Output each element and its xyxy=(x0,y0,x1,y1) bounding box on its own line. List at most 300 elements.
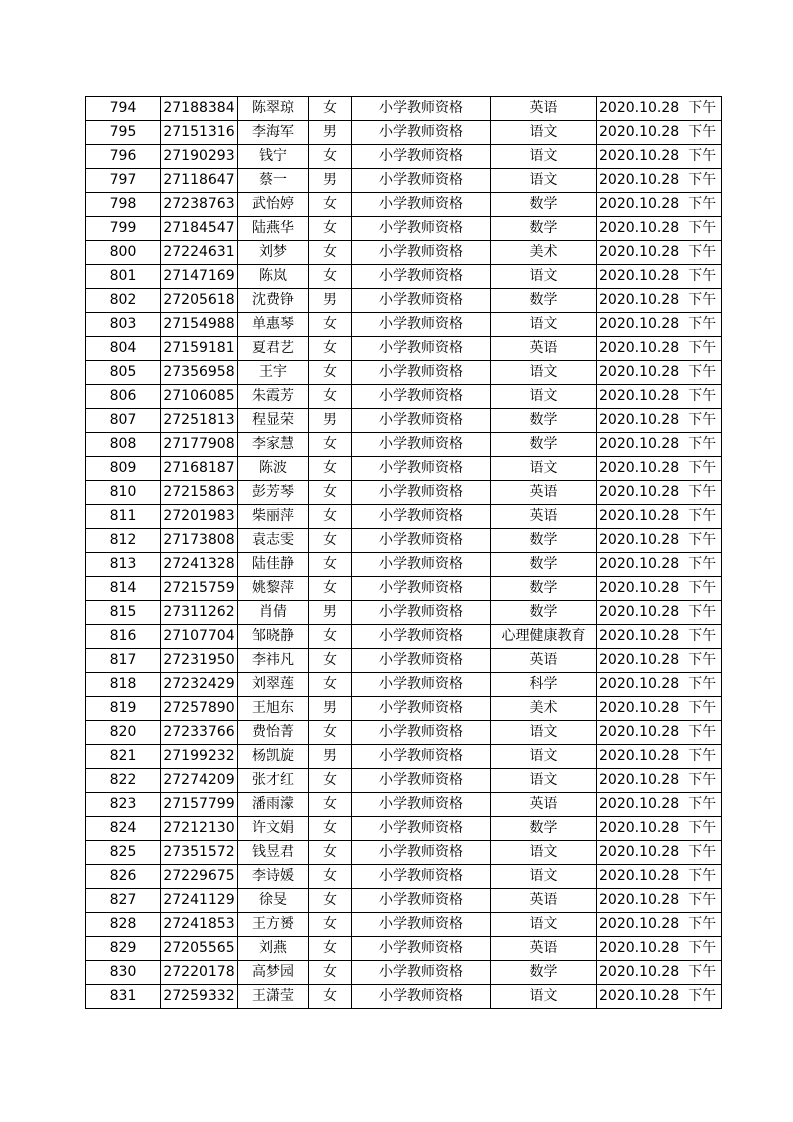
exam-date: 2020.10.28 xyxy=(599,124,680,140)
seq-number-cell: 820 xyxy=(86,721,161,745)
seq-number-cell: 802 xyxy=(86,289,161,313)
exam-time-cell xyxy=(597,865,722,889)
exam-date: 2020.10.28 xyxy=(599,700,680,716)
table-row xyxy=(86,529,722,553)
table-row xyxy=(86,121,722,145)
name-cell: 许文娟 xyxy=(238,817,309,841)
exam-time-cell xyxy=(597,721,722,745)
exam-date: 2020.10.28 xyxy=(599,172,680,188)
gender-cell: 女 xyxy=(309,385,352,409)
gender-cell: 女 xyxy=(309,265,352,289)
exam-category-cell: 小学教师资格 xyxy=(352,865,491,889)
exam-date: 2020.10.28 xyxy=(599,292,680,308)
exam-time-cell xyxy=(597,433,722,457)
exam-time-cell xyxy=(597,409,722,433)
admission-number-cell: 27151316 xyxy=(161,121,238,145)
gender-cell: 女 xyxy=(309,145,352,169)
name-cell: 姚黎萍 xyxy=(238,577,309,601)
seq-number-cell: 816 xyxy=(86,625,161,649)
gender-cell: 女 xyxy=(309,913,352,937)
gender-cell: 女 xyxy=(309,673,352,697)
exam-session: 下午 xyxy=(688,604,717,620)
exam-category-cell: 小学教师资格 xyxy=(352,913,491,937)
exam-category-cell: 小学教师资格 xyxy=(352,985,491,1009)
name-cell: 费怡菁 xyxy=(238,721,309,745)
admission-number-cell: 27251813 xyxy=(161,409,238,433)
name-cell: 陈岚 xyxy=(238,265,309,289)
exam-time-cell xyxy=(597,769,722,793)
exam-category-cell: 小学教师资格 xyxy=(352,193,491,217)
exam-category-cell: 小学教师资格 xyxy=(352,673,491,697)
exam-session: 下午 xyxy=(688,124,717,140)
seq-number-cell: 797 xyxy=(86,169,161,193)
exam-time-cell xyxy=(597,169,722,193)
gender-cell: 女 xyxy=(309,865,352,889)
name-cell: 朱霞芳 xyxy=(238,385,309,409)
exam-date: 2020.10.28 xyxy=(599,196,680,212)
subject-cell: 英语 xyxy=(491,97,597,121)
admission-number-cell: 27215863 xyxy=(161,481,238,505)
exam-session: 下午 xyxy=(688,340,717,356)
gender-cell: 女 xyxy=(309,313,352,337)
table-row xyxy=(86,505,722,529)
table-row xyxy=(86,817,722,841)
exam-date: 2020.10.28 xyxy=(599,844,680,860)
exam-session: 下午 xyxy=(688,700,717,716)
gender-cell: 女 xyxy=(309,361,352,385)
seq-number-cell: 809 xyxy=(86,457,161,481)
table-row xyxy=(86,985,722,1009)
exam-session: 下午 xyxy=(688,460,717,476)
exam-session: 下午 xyxy=(688,316,717,332)
admission-number-cell: 27188384 xyxy=(161,97,238,121)
table-row xyxy=(86,721,722,745)
exam-category-cell: 小学教师资格 xyxy=(352,145,491,169)
subject-cell: 语文 xyxy=(491,361,597,385)
exam-category-cell: 小学教师资格 xyxy=(352,265,491,289)
subject-cell: 数学 xyxy=(491,553,597,577)
seq-number-cell: 807 xyxy=(86,409,161,433)
subject-cell: 英语 xyxy=(491,649,597,673)
exam-time-cell xyxy=(597,577,722,601)
subject-cell: 语文 xyxy=(491,265,597,289)
seq-number-cell: 804 xyxy=(86,337,161,361)
gender-cell: 女 xyxy=(309,241,352,265)
roster-body xyxy=(86,97,722,1009)
gender-cell: 男 xyxy=(309,409,352,433)
admission-number-cell: 27205618 xyxy=(161,289,238,313)
admission-number-cell: 27118647 xyxy=(161,169,238,193)
gender-cell: 女 xyxy=(309,457,352,481)
exam-time-cell xyxy=(597,457,722,481)
subject-cell: 语文 xyxy=(491,769,597,793)
exam-time-cell xyxy=(597,625,722,649)
exam-time-cell xyxy=(597,529,722,553)
name-cell: 王潇莹 xyxy=(238,985,309,1009)
table-row xyxy=(86,433,722,457)
admission-number-cell: 27241853 xyxy=(161,913,238,937)
exam-date: 2020.10.28 xyxy=(599,748,680,764)
seq-number-cell: 795 xyxy=(86,121,161,145)
exam-time-cell xyxy=(597,121,722,145)
gender-cell: 男 xyxy=(309,289,352,313)
subject-cell: 数学 xyxy=(491,601,597,625)
subject-cell: 数学 xyxy=(491,217,597,241)
seq-number-cell: 818 xyxy=(86,673,161,697)
admission-number-cell: 27159181 xyxy=(161,337,238,361)
admission-number-cell: 27232429 xyxy=(161,673,238,697)
table-row xyxy=(86,481,722,505)
name-cell: 王方赟 xyxy=(238,913,309,937)
exam-category-cell: 小学教师资格 xyxy=(352,793,491,817)
table-row xyxy=(86,673,722,697)
exam-session: 下午 xyxy=(688,220,717,236)
exam-session: 下午 xyxy=(688,796,717,812)
exam-session: 下午 xyxy=(688,268,717,284)
admission-number-cell: 27173808 xyxy=(161,529,238,553)
exam-session: 下午 xyxy=(688,364,717,380)
subject-cell: 语文 xyxy=(491,721,597,745)
gender-cell: 男 xyxy=(309,745,352,769)
exam-date: 2020.10.28 xyxy=(599,220,680,236)
exam-date: 2020.10.28 xyxy=(599,460,680,476)
table-row xyxy=(86,409,722,433)
table-row xyxy=(86,217,722,241)
gender-cell: 女 xyxy=(309,937,352,961)
admission-number-cell: 27157799 xyxy=(161,793,238,817)
exam-session: 下午 xyxy=(688,412,717,428)
exam-time-cell xyxy=(597,553,722,577)
exam-category-cell: 小学教师资格 xyxy=(352,457,491,481)
gender-cell: 女 xyxy=(309,817,352,841)
admission-number-cell: 27220178 xyxy=(161,961,238,985)
name-cell: 王宇 xyxy=(238,361,309,385)
admission-number-cell: 27201983 xyxy=(161,505,238,529)
exam-category-cell: 小学教师资格 xyxy=(352,169,491,193)
gender-cell: 女 xyxy=(309,577,352,601)
seq-number-cell: 803 xyxy=(86,313,161,337)
exam-time-cell xyxy=(597,505,722,529)
subject-cell: 英语 xyxy=(491,481,597,505)
admission-number-cell: 27351572 xyxy=(161,841,238,865)
admission-number-cell: 27241328 xyxy=(161,553,238,577)
subject-cell: 语文 xyxy=(491,145,597,169)
subject-cell: 语文 xyxy=(491,913,597,937)
exam-date: 2020.10.28 xyxy=(599,508,680,524)
subject-cell: 语文 xyxy=(491,313,597,337)
exam-date: 2020.10.28 xyxy=(599,580,680,596)
exam-date: 2020.10.28 xyxy=(599,556,680,572)
exam-date: 2020.10.28 xyxy=(599,940,680,956)
gender-cell: 男 xyxy=(309,697,352,721)
subject-cell: 语文 xyxy=(491,457,597,481)
exam-session: 下午 xyxy=(688,844,717,860)
subject-cell: 心理健康教育 xyxy=(491,625,597,649)
exam-session: 下午 xyxy=(688,556,717,572)
subject-cell: 语文 xyxy=(491,385,597,409)
seq-number-cell: 808 xyxy=(86,433,161,457)
table-row xyxy=(86,625,722,649)
exam-date: 2020.10.28 xyxy=(599,820,680,836)
admission-number-cell: 27229675 xyxy=(161,865,238,889)
exam-category-cell: 小学教师资格 xyxy=(352,433,491,457)
exam-category-cell: 小学教师资格 xyxy=(352,409,491,433)
gender-cell: 女 xyxy=(309,769,352,793)
seq-number-cell: 799 xyxy=(86,217,161,241)
seq-number-cell: 827 xyxy=(86,889,161,913)
table-row xyxy=(86,961,722,985)
admission-number-cell: 27224631 xyxy=(161,241,238,265)
name-cell: 肖倩 xyxy=(238,601,309,625)
table-row xyxy=(86,313,722,337)
admission-number-cell: 27154988 xyxy=(161,313,238,337)
admission-number-cell: 27215759 xyxy=(161,577,238,601)
gender-cell: 女 xyxy=(309,529,352,553)
table-row xyxy=(86,289,722,313)
gender-cell: 男 xyxy=(309,121,352,145)
subject-cell: 数学 xyxy=(491,433,597,457)
exam-time-cell xyxy=(597,361,722,385)
exam-date: 2020.10.28 xyxy=(599,532,680,548)
exam-category-cell: 小学教师资格 xyxy=(352,313,491,337)
exam-session: 下午 xyxy=(688,652,717,668)
exam-category-cell: 小学教师资格 xyxy=(352,97,491,121)
exam-session: 下午 xyxy=(688,940,717,956)
name-cell: 柴丽萍 xyxy=(238,505,309,529)
seq-number-cell: 796 xyxy=(86,145,161,169)
exam-session: 下午 xyxy=(688,388,717,404)
seq-number-cell: 817 xyxy=(86,649,161,673)
name-cell: 单惠琴 xyxy=(238,313,309,337)
subject-cell: 语文 xyxy=(491,841,597,865)
exam-time-cell xyxy=(597,385,722,409)
subject-cell: 英语 xyxy=(491,889,597,913)
admission-number-cell: 27311262 xyxy=(161,601,238,625)
exam-category-cell: 小学教师资格 xyxy=(352,625,491,649)
subject-cell: 语文 xyxy=(491,865,597,889)
table-row xyxy=(86,913,722,937)
name-cell: 杨凯旋 xyxy=(238,745,309,769)
table-row xyxy=(86,649,722,673)
exam-category-cell: 小学教师资格 xyxy=(352,937,491,961)
seq-number-cell: 801 xyxy=(86,265,161,289)
exam-time-cell xyxy=(597,697,722,721)
exam-time-cell xyxy=(597,913,722,937)
admission-number-cell: 27356958 xyxy=(161,361,238,385)
exam-category-cell: 小学教师资格 xyxy=(352,529,491,553)
table-row xyxy=(86,841,722,865)
exam-category-cell: 小学教师资格 xyxy=(352,841,491,865)
name-cell: 陆佳静 xyxy=(238,553,309,577)
exam-category-cell: 小学教师资格 xyxy=(352,385,491,409)
exam-session: 下午 xyxy=(688,820,717,836)
name-cell: 程显荣 xyxy=(238,409,309,433)
exam-session: 下午 xyxy=(688,148,717,164)
table-row xyxy=(86,937,722,961)
exam-session: 下午 xyxy=(688,580,717,596)
gender-cell: 女 xyxy=(309,337,352,361)
seq-number-cell: 831 xyxy=(86,985,161,1009)
gender-cell: 女 xyxy=(309,193,352,217)
seq-number-cell: 819 xyxy=(86,697,161,721)
exam-date: 2020.10.28 xyxy=(599,244,680,260)
name-cell: 沈费铮 xyxy=(238,289,309,313)
seq-number-cell: 823 xyxy=(86,793,161,817)
admission-number-cell: 27231950 xyxy=(161,649,238,673)
name-cell: 李祎凡 xyxy=(238,649,309,673)
exam-category-cell: 小学教师资格 xyxy=(352,505,491,529)
seq-number-cell: 821 xyxy=(86,745,161,769)
table-row xyxy=(86,745,722,769)
exam-category-cell: 小学教师资格 xyxy=(352,241,491,265)
exam-date: 2020.10.28 xyxy=(599,484,680,500)
exam-date: 2020.10.28 xyxy=(599,412,680,428)
exam-time-cell xyxy=(597,673,722,697)
seq-number-cell: 826 xyxy=(86,865,161,889)
table-row xyxy=(86,241,722,265)
name-cell: 李诗媛 xyxy=(238,865,309,889)
subject-cell: 科学 xyxy=(491,673,597,697)
gender-cell: 女 xyxy=(309,961,352,985)
admission-number-cell: 27241129 xyxy=(161,889,238,913)
exam-session: 下午 xyxy=(688,532,717,548)
gender-cell: 男 xyxy=(309,169,352,193)
exam-date: 2020.10.28 xyxy=(599,964,680,980)
exam-date: 2020.10.28 xyxy=(599,436,680,452)
subject-cell: 数学 xyxy=(491,193,597,217)
exam-session: 下午 xyxy=(688,244,717,260)
table-row xyxy=(86,793,722,817)
table-row xyxy=(86,193,722,217)
seq-number-cell: 814 xyxy=(86,577,161,601)
seq-number-cell: 829 xyxy=(86,937,161,961)
seq-number-cell: 794 xyxy=(86,97,161,121)
seq-number-cell: 828 xyxy=(86,913,161,937)
subject-cell: 英语 xyxy=(491,337,597,361)
gender-cell: 女 xyxy=(309,217,352,241)
gender-cell: 女 xyxy=(309,481,352,505)
exam-session: 下午 xyxy=(688,484,717,500)
exam-category-cell: 小学教师资格 xyxy=(352,577,491,601)
exam-session: 下午 xyxy=(688,508,717,524)
admission-number-cell: 27212130 xyxy=(161,817,238,841)
table-row xyxy=(86,457,722,481)
subject-cell: 英语 xyxy=(491,937,597,961)
table-row xyxy=(86,385,722,409)
admission-number-cell: 27177908 xyxy=(161,433,238,457)
gender-cell: 女 xyxy=(309,433,352,457)
subject-cell: 英语 xyxy=(491,505,597,529)
exam-session: 下午 xyxy=(688,964,717,980)
gender-cell: 女 xyxy=(309,985,352,1009)
name-cell: 潘雨濛 xyxy=(238,793,309,817)
exam-session: 下午 xyxy=(688,916,717,932)
exam-session: 下午 xyxy=(688,868,717,884)
table-row xyxy=(86,169,722,193)
exam-category-cell: 小学教师资格 xyxy=(352,817,491,841)
exam-time-cell xyxy=(597,745,722,769)
exam-date: 2020.10.28 xyxy=(599,868,680,884)
name-cell: 钱昱君 xyxy=(238,841,309,865)
name-cell: 李海军 xyxy=(238,121,309,145)
exam-time-cell xyxy=(597,337,722,361)
admission-number-cell: 27190293 xyxy=(161,145,238,169)
exam-session: 下午 xyxy=(688,292,717,308)
name-cell: 高梦园 xyxy=(238,961,309,985)
seq-number-cell: 800 xyxy=(86,241,161,265)
name-cell: 邹晓静 xyxy=(238,625,309,649)
exam-session: 下午 xyxy=(688,748,717,764)
gender-cell: 女 xyxy=(309,553,352,577)
exam-time-cell xyxy=(597,817,722,841)
subject-cell: 英语 xyxy=(491,793,597,817)
admission-number-cell: 27199232 xyxy=(161,745,238,769)
exam-date: 2020.10.28 xyxy=(599,148,680,164)
name-cell: 张才红 xyxy=(238,769,309,793)
exam-date: 2020.10.28 xyxy=(599,316,680,332)
exam-category-cell: 小学教师资格 xyxy=(352,721,491,745)
admission-number-cell: 27233766 xyxy=(161,721,238,745)
seq-number-cell: 810 xyxy=(86,481,161,505)
exam-category-cell: 小学教师资格 xyxy=(352,745,491,769)
name-cell: 刘翠莲 xyxy=(238,673,309,697)
gender-cell: 女 xyxy=(309,793,352,817)
table-row xyxy=(86,361,722,385)
exam-time-cell xyxy=(597,145,722,169)
exam-time-cell xyxy=(597,985,722,1009)
exam-time-cell xyxy=(597,889,722,913)
table-row xyxy=(86,889,722,913)
exam-date: 2020.10.28 xyxy=(599,724,680,740)
exam-time-cell xyxy=(597,265,722,289)
exam-date: 2020.10.28 xyxy=(599,364,680,380)
table-row xyxy=(86,769,722,793)
gender-cell: 男 xyxy=(309,601,352,625)
gender-cell: 女 xyxy=(309,505,352,529)
exam-date: 2020.10.28 xyxy=(599,988,680,1004)
exam-category-cell: 小学教师资格 xyxy=(352,961,491,985)
name-cell: 李家慧 xyxy=(238,433,309,457)
exam-category-cell: 小学教师资格 xyxy=(352,481,491,505)
gender-cell: 女 xyxy=(309,889,352,913)
exam-category-cell: 小学教师资格 xyxy=(352,889,491,913)
exam-time-cell xyxy=(597,649,722,673)
exam-category-cell: 小学教师资格 xyxy=(352,289,491,313)
exam-session: 下午 xyxy=(688,436,717,452)
exam-date: 2020.10.28 xyxy=(599,388,680,404)
exam-category-cell: 小学教师资格 xyxy=(352,769,491,793)
exam-time-cell xyxy=(597,217,722,241)
name-cell: 刘燕 xyxy=(238,937,309,961)
subject-cell: 语文 xyxy=(491,745,597,769)
name-cell: 陈波 xyxy=(238,457,309,481)
exam-time-cell xyxy=(597,97,722,121)
subject-cell: 美术 xyxy=(491,697,597,721)
exam-time-cell xyxy=(597,601,722,625)
table-row xyxy=(86,97,722,121)
exam-date: 2020.10.28 xyxy=(599,916,680,932)
exam-time-cell xyxy=(597,961,722,985)
exam-session: 下午 xyxy=(688,724,717,740)
exam-time-cell xyxy=(597,241,722,265)
gender-cell: 女 xyxy=(309,721,352,745)
exam-date: 2020.10.28 xyxy=(599,652,680,668)
exam-date: 2020.10.28 xyxy=(599,892,680,908)
exam-date: 2020.10.28 xyxy=(599,340,680,356)
exam-session: 下午 xyxy=(688,676,717,692)
exam-session: 下午 xyxy=(688,772,717,788)
subject-cell: 数学 xyxy=(491,817,597,841)
